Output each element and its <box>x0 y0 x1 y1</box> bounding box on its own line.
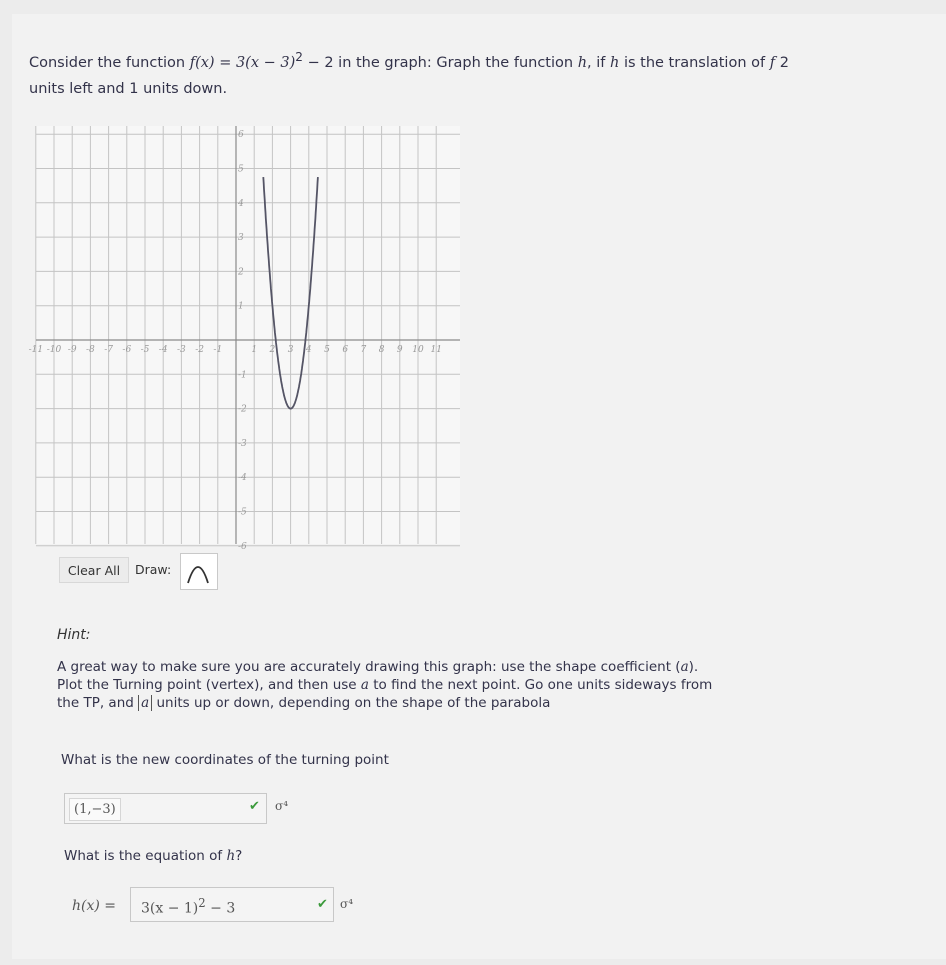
x-tick-label: -8 <box>86 345 95 355</box>
question-intro: Consider the function <box>29 54 190 71</box>
x-tick-label: 11 <box>430 345 442 355</box>
y-tick-label: -6 <box>238 541 247 552</box>
check-icon: ✔ <box>317 897 328 912</box>
x-tick-label: -6 <box>122 345 132 355</box>
hint-title: Hint: <box>57 627 91 643</box>
turning-point-question: What is the new coordinates of the turning point <box>61 752 389 768</box>
f-symbol: f <box>769 54 776 71</box>
y-tick-label: 6 <box>238 130 244 141</box>
coordinate-plane[interactable] <box>28 126 460 552</box>
x-tick-label: -2 <box>195 345 204 355</box>
y-tick-label: 3 <box>238 233 244 244</box>
clear-all-button[interactable]: Clear All <box>59 557 129 583</box>
x-tick-label: -1 <box>213 345 223 355</box>
hint-line3-post: units up or down, depending on the shape of the parabola <box>152 695 551 711</box>
func-arg: (x) <box>195 54 215 71</box>
h-symbol: h <box>226 848 236 864</box>
y-tick-label: 1 <box>238 301 244 312</box>
func-expression: = 3(x − 3) <box>214 54 296 71</box>
x-tick-label: 7 <box>360 345 367 355</box>
question-rest: − 2 in the graph: Graph the function <box>302 54 578 71</box>
y-tick-label: -3 <box>238 438 247 449</box>
equation-question-pre: What is the equation of <box>64 848 227 864</box>
graph-background <box>36 126 460 544</box>
draw-label: Draw: <box>135 562 172 577</box>
formula-preview-icon[interactable]: σ⁴ <box>275 799 289 813</box>
x-tick-label: -4 <box>158 345 168 355</box>
x-tick-label: 5 <box>324 345 330 355</box>
turning-point-input[interactable] <box>64 793 267 824</box>
turning-point-value[interactable]: (1,−3) <box>69 798 121 821</box>
h-symbol: h <box>610 54 620 71</box>
x-tick-label: -10 <box>46 345 62 355</box>
hx-equals: h(x) = <box>72 898 117 914</box>
func-exponent: 2 <box>295 50 303 64</box>
question-is-the: is the translation of <box>619 54 770 71</box>
h-symbol: h <box>577 54 588 71</box>
question-tail: 2 units left and 1 units down. <box>29 54 789 97</box>
x-tick-label: -11 <box>28 345 44 355</box>
equation-base: 3(x − 1) <box>141 900 199 917</box>
hint-line3-pre: the TP, and <box>57 695 139 711</box>
question-comma-if: , if <box>587 54 610 71</box>
parabola-tool-icon <box>181 554 217 589</box>
equation-question-post: ? <box>235 848 243 864</box>
equation-question <box>64 848 242 864</box>
equation-exponent: 2 <box>198 896 206 910</box>
a-symbol: a <box>360 677 369 693</box>
hint-line1-post: ). <box>688 659 699 675</box>
x-tick-label: -3 <box>177 345 186 355</box>
formula-preview-icon[interactable]: σ⁴ <box>340 897 354 911</box>
y-tick-label: -2 <box>238 404 247 415</box>
x-tick-label: 10 <box>412 345 424 355</box>
y-tick-label: 5 <box>238 164 244 175</box>
x-tick-label: 2 <box>269 345 276 355</box>
x-tick-label: 6 <box>342 345 349 355</box>
y-tick-label: 4 <box>238 198 244 209</box>
question-text <box>29 44 789 102</box>
hint-line-3 <box>57 694 777 712</box>
graph-area[interactable] <box>28 126 460 552</box>
hint-line1-pre: A great way to make sure you are accurately drawing this graph: use the shape coefficient ( <box>57 659 681 675</box>
hint-line2-post: to find the next point. Go one units sideways from <box>368 677 713 693</box>
parabola-tool-button[interactable] <box>180 553 218 590</box>
func-name: f <box>189 54 196 71</box>
abs-a-symbol: a <box>138 695 152 711</box>
x-tick-label: -7 <box>104 345 113 355</box>
x-tick-label: 9 <box>396 345 403 355</box>
equation-input[interactable] <box>130 887 334 922</box>
x-tick-label: -9 <box>67 345 77 355</box>
y-tick-label: -5 <box>238 507 247 518</box>
check-icon: ✔ <box>249 799 260 814</box>
hint-line-1 <box>57 658 777 676</box>
x-tick-label: 1 <box>251 345 258 355</box>
hint-line2-pre: Plot the Turning point (vertex), and then use <box>57 677 361 693</box>
x-tick-label: -5 <box>140 345 150 355</box>
a-symbol: a <box>680 659 689 675</box>
y-tick-label: -1 <box>238 370 247 381</box>
hint-line-2 <box>57 676 777 694</box>
x-tick-label: 3 <box>287 345 294 355</box>
y-tick-label: 2 <box>238 267 244 278</box>
x-tick-label: 4 <box>305 345 312 355</box>
equation-label <box>72 898 116 914</box>
equation-tail: − 3 <box>205 900 236 917</box>
hint-text <box>57 658 777 712</box>
x-tick-label: 8 <box>378 345 385 355</box>
equation-value[interactable] <box>141 896 235 917</box>
y-tick-label: -4 <box>238 473 247 484</box>
